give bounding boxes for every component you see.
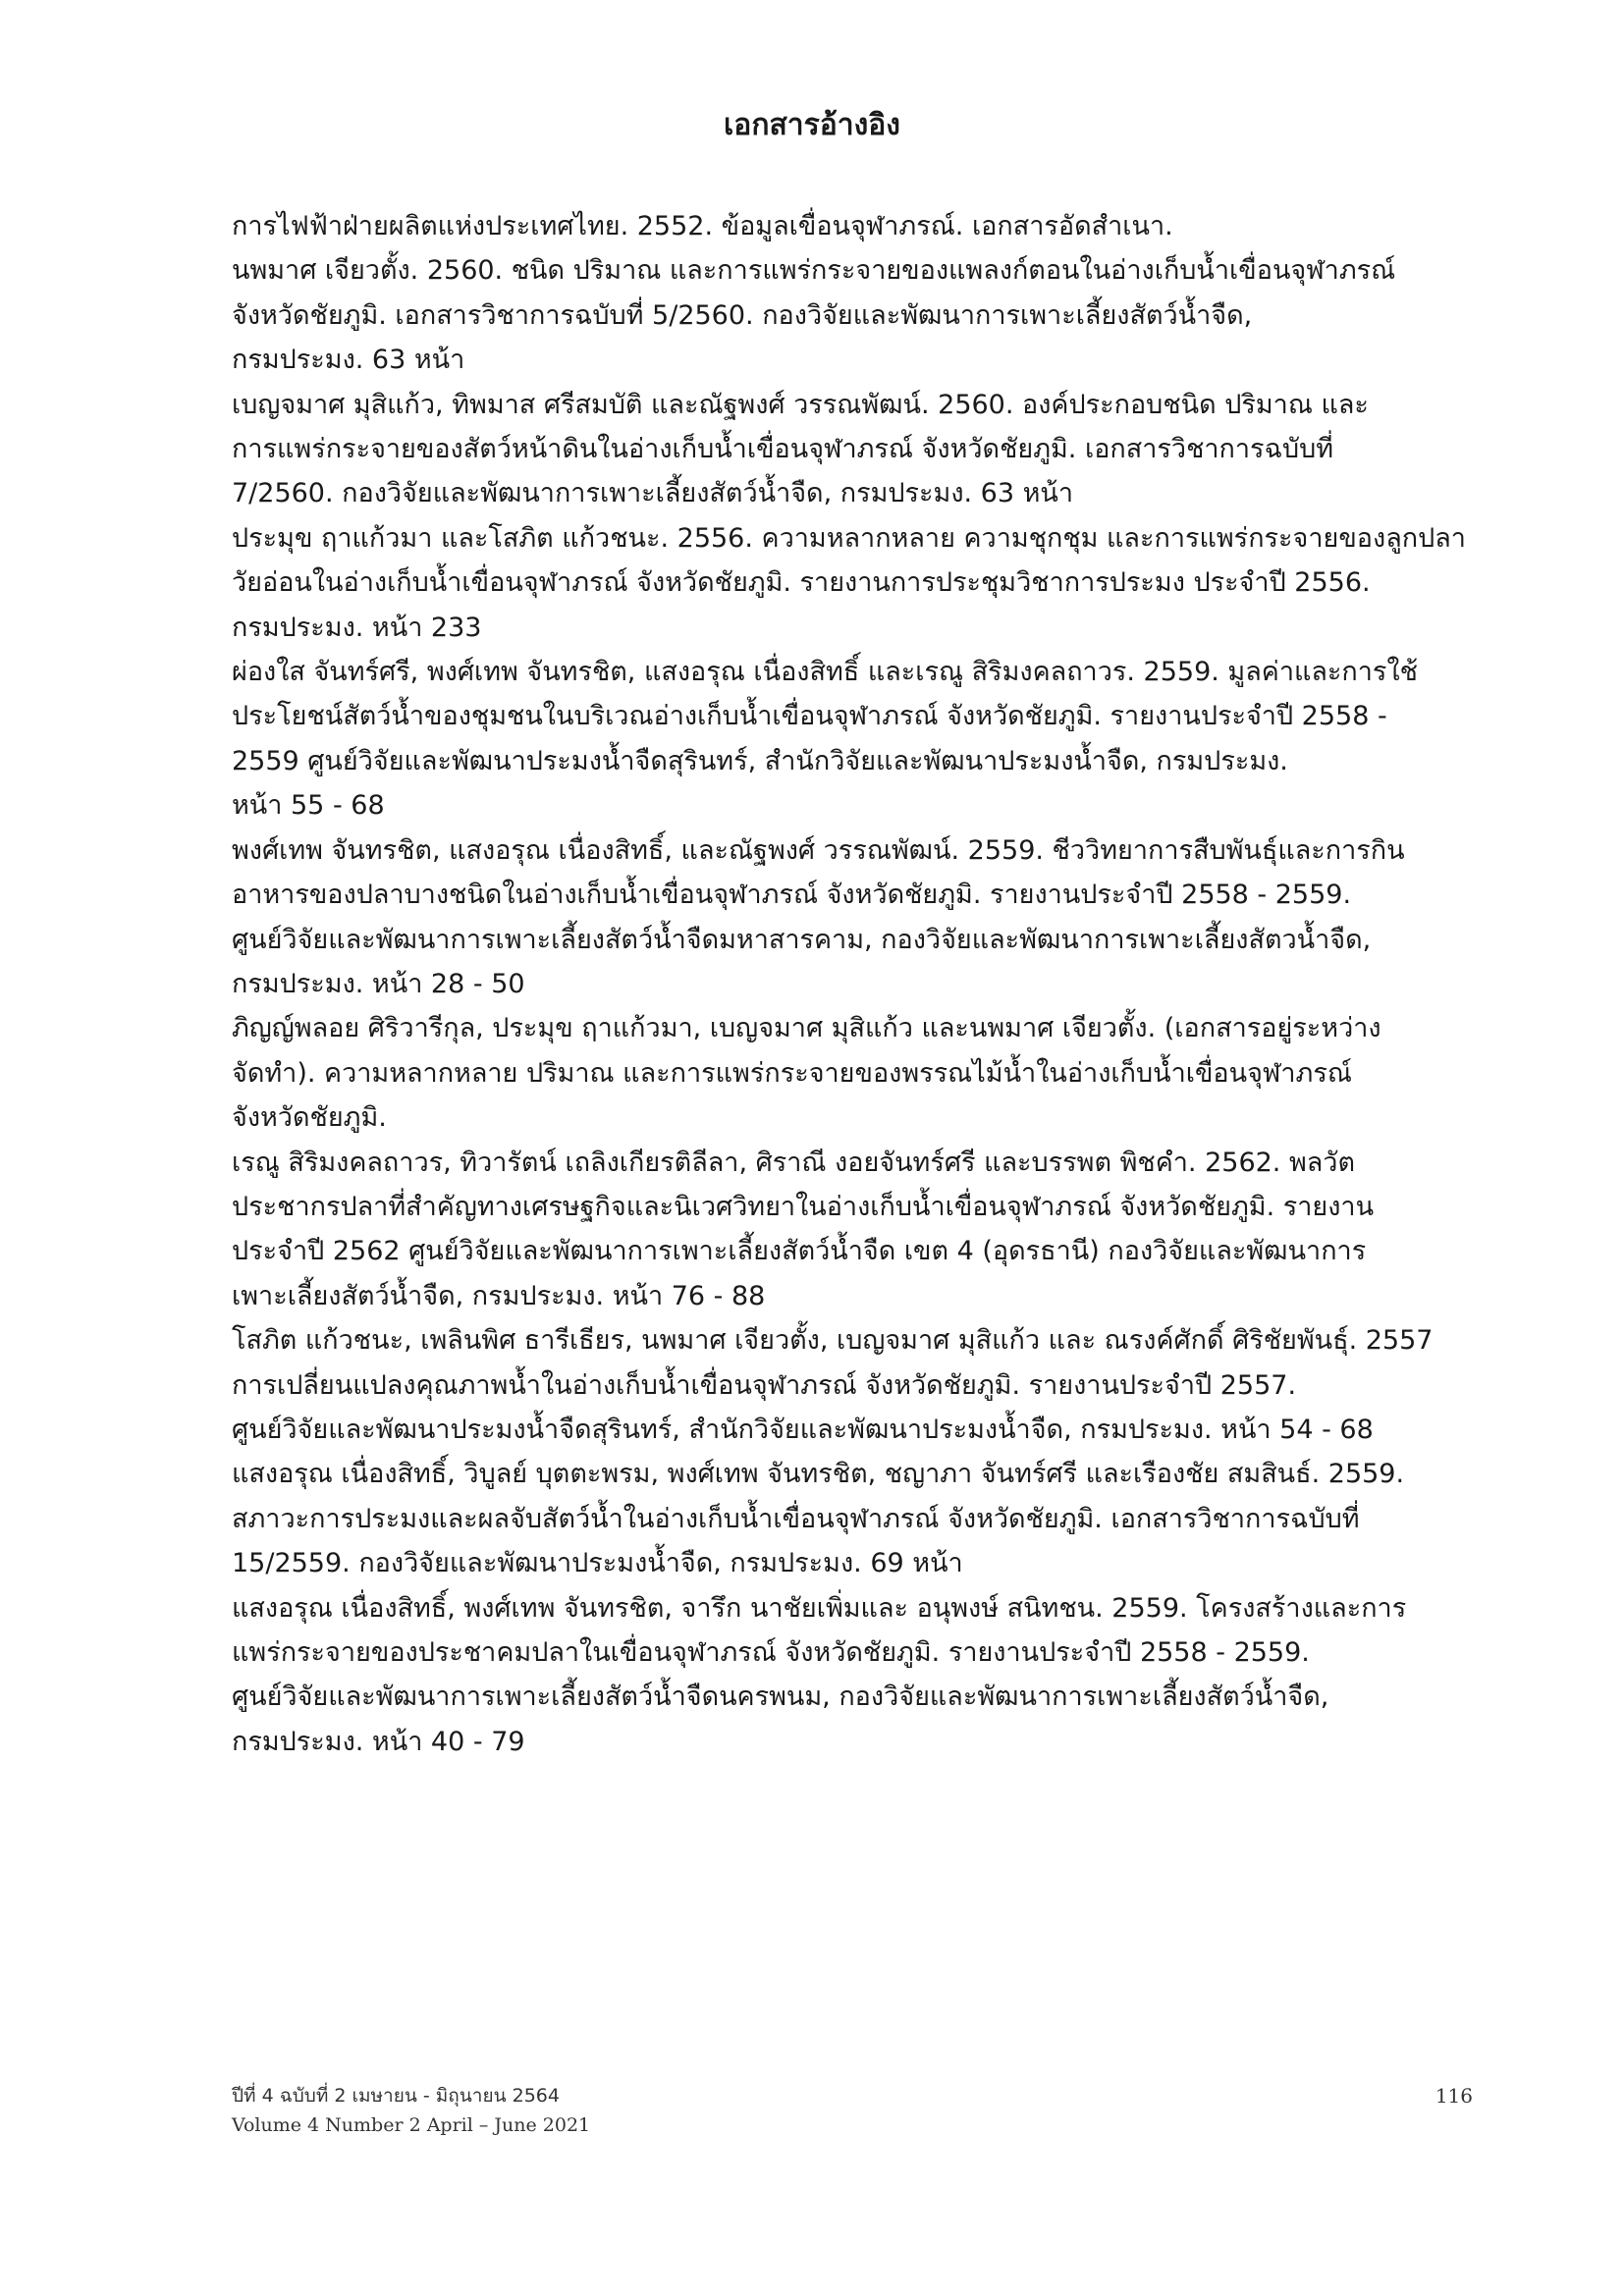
reference-entry — [232, 828, 1469, 1007]
reference-line: ประมุข ฤาแก้วมา และโสภิต แก้วชนะ. 2556. ความหลากหลาย ความชุกชุม และการแพร่กระจายของลูกปลา — [232, 522, 1466, 554]
reference-line: เรณู สิริมงคลถาวร, ทิวารัตน์ เถลิงเกียรติลีลา, ศิราณี งอยจันทร์ศรี และบรรพต พิชคำ. 2562. พลวัต — [232, 1147, 1356, 1178]
reference-line: ผ่องใส จันทร์ศรี, พงศ์เทพ จันทรชิต, แสงอรุณ เนื่องสิทธิ์ และเรณู สิริมงคลถาวร. 2559. มูลค่าและการใช้ — [232, 657, 1418, 688]
reference-entry — [232, 1452, 1469, 1585]
reference-line: กรมประมง. หน้า 233 — [232, 612, 482, 643]
reference-entry — [232, 1586, 1469, 1765]
reference-line: อาหารของปลาบางชนิดในอ่างเก็บน้ำเขื่อนจุฬาภรณ์ จังหวัดชัยภูมิ. รายงานประจำปี 2558 - 2559. — [232, 880, 1352, 911]
reference-line: จัดทำ). ความหลากหลาย ปริมาณ และการแพร่กระจายของพรรณไม้น้ำในอ่างเก็บน้ำเขื่อนจุฬาภรณ์ — [232, 1057, 1352, 1089]
reference-line: 7/2560. กองวิจัยและพัฒนาการเพาะเลี้ยงสัตว์น้ำจืด, กรมประมง. 63 หน้า — [232, 478, 1074, 509]
reference-line: พงศ์เทพ จันทรชิต, แสงอรุณ เนื่องสิทธิ์, และณัฐพงศ์ วรรณพัฒน์. 2559. ชีววิทยาการสืบพันธุ์และการกิน — [232, 834, 1405, 866]
reference-line: ศูนย์วิจัยและพัฒนาการเพาะเลี้ยงสัตว์น้ำจืดนครพนม, กองวิจัยและพัฒนาการเพาะเลี้ยงสัตว์น้ำจืด, — [232, 1682, 1329, 1713]
page-footer — [232, 2081, 1473, 2140]
reference-line: 15/2559. กองวิจัยและพัฒนาประมงน้ำจืด, กรมประมง. 69 หน้า — [232, 1548, 963, 1579]
reference-line: กรมประมง. 63 หน้า — [232, 345, 465, 376]
reference-line: กรมประมง. หน้า 40 - 79 — [232, 1726, 525, 1757]
footer-issue-english: Volume 4 Number 2 April – June 2021 — [232, 2114, 591, 2136]
page-title: เอกสารอ้างอิง — [724, 108, 900, 142]
reference-line: ประชากรปลาที่สำคัญทางเศรษฐกิจและนิเวศวิทยาในอ่างเก็บน้ำเขื่อนจุฬาภรณ์ จังหวัดชัยภูมิ. รายงาน — [232, 1191, 1375, 1222]
reference-line: นพมาศ เจียวตั้ง. 2560. ชนิด ปริมาณ และการแพร่กระจายของแพลงก์ตอนในอ่างเก็บน้ำเขื่อนจุฬาภรณ์ — [232, 255, 1396, 287]
reference-line: กรมประมง. หน้า 28 - 50 — [232, 968, 525, 999]
reference-line: แสงอรุณ เนื่องสิทธิ์, วิบูลย์ บุตตะพรม, พงศ์เทพ จันทรชิต, ชญาภา จันทร์ศรี และเรืองชัย สมสินธ์. 2559. — [232, 1459, 1405, 1490]
reference-entry — [232, 650, 1469, 828]
reference-line: ภิญญ์พลอย ศิริวารีกุล, ประมุข ฤาแก้วมา, เบญจมาศ มุสิแก้ว และนพมาศ เจียวตั้ง. (เอกสารอยู่ระหว่าง — [232, 1013, 1381, 1044]
reference-line: วัยอ่อนในอ่างเก็บน้ำเขื่อนจุฬาภรณ์ จังหวัดชัยภูมิ. รายงานการประชุมวิชาการประมง ประจำปี 2556. — [232, 567, 1371, 599]
reference-line: แพร่กระจายของประชาคมปลาในเขื่อนจุฬาภรณ์ จังหวัดชัยภูมิ. รายงานประจำปี 2558 - 2559. — [232, 1637, 1310, 1668]
reference-line: ประจำปี 2562 ศูนย์วิจัยและพัฒนาการเพาะเลี้ยงสัตว์น้ำจืด เขต 4 (อุดรธานี) กองวิจัยและพัฒนาการ — [232, 1236, 1367, 1267]
reference-entry — [232, 1141, 1469, 1319]
reference-line: จังหวัดชัยภูมิ. — [232, 1102, 387, 1134]
reference-entry — [232, 1006, 1469, 1140]
reference-line: ศูนย์วิจัยและพัฒนาประมงน้ำจืดสุรินทร์, สำนักวิจัยและพัฒนาประมงน้ำจืด, กรมประมง. หน้า 54 - 68 — [232, 1414, 1374, 1445]
reference-entry — [232, 516, 1469, 650]
reference-line: หน้า 55 - 68 — [232, 790, 385, 822]
reference-entry — [232, 1318, 1469, 1452]
reference-entry — [232, 204, 1469, 248]
reference-line: การแพร่กระจายของสัตว์หน้าดินในอ่างเก็บน้ำเขื่อนจุฬาภรณ์ จังหวัดชัยภูมิ. เอกสารวิชาการฉบับที่ — [232, 434, 1334, 465]
reference-line: สภาวะการประมงและผลจับสัตว์น้ำในอ่างเก็บน้ำเขื่อนจุฬาภรณ์ จังหวัดชัยภูมิ. เอกสารวิชาการฉบับที่ — [232, 1503, 1360, 1534]
reference-entry — [232, 248, 1469, 382]
reference-entry — [232, 383, 1469, 516]
reference-list — [232, 204, 1469, 1764]
page-number: 116 — [1435, 2084, 1473, 2108]
reference-line: 2559 ศูนย์วิจัยและพัฒนาประมงน้ำจืดสุรินทร์, สำนักวิจัยและพัฒนาประมงน้ำจืด, กรมประมง. — [232, 745, 1288, 776]
reference-line: ประโยชน์สัตว์น้ำของชุมชนในบริเวณอ่างเก็บน้ำเขื่อนจุฬาภรณ์ จังหวัดชัยภูมิ. รายงานประจำปี 2558 - — [232, 701, 1387, 732]
reference-line: แสงอรุณ เนื่องสิทธิ์, พงศ์เทพ จันทรชิต, จารึก นาชัยเพิ่มและ อนุพงษ์ สนิทชน. 2559. โครงสร้างและการ — [232, 1592, 1407, 1624]
reference-line: เบญจมาศ มุสิแก้ว, ทิพมาส ศรีสมบัติ และณัฐพงศ์ วรรณพัฒน์. 2560. องค์ประกอบชนิด ปริมาณ และ — [232, 389, 1369, 420]
reference-line: การไฟฟ้าฝ่ายผลิตแห่งประเทศไทย. 2552. ข้อมูลเขื่อนจุฬาภรณ์. เอกสารอัดสำเนา. — [232, 211, 1173, 241]
reference-line: การเปลี่ยนแปลงคุณภาพน้ำในอ่างเก็บน้ำเขื่อนจุฬาภรณ์ จังหวัดชัยภูมิ. รายงานประจำปี 2557. — [232, 1369, 1297, 1401]
reference-line: โสภิต แก้วชนะ, เพลินพิศ ธารีเธียร, นพมาศ เจียวตั้ง, เบญจมาศ มุสิแก้ว และ ณรงค์ศักดิ์ ศิริชัยพันธุ์. 2557 — [232, 1325, 1434, 1357]
reference-line: จังหวัดชัยภูมิ. เอกสารวิชาการฉบับที่ 5/2560. กองวิจัยและพัฒนาการเพาะเลี้ยงสัตว์น้ำจืด, — [232, 299, 1253, 331]
reference-line: เพาะเลี้ยงสัตว์น้ำจืด, กรมประมง. หน้า 76 - 88 — [232, 1280, 766, 1311]
footer-issue-thai: ปีที่ 4 ฉบับที่ 2 เมษายน - มิถุนายน 2564 — [232, 2085, 560, 2107]
reference-line: ศูนย์วิจัยและพัฒนาการเพาะเลี้ยงสัตว์น้ำจืดมหาสารคาม, กองวิจัยและพัฒนาการเพาะเลี้ยงสัตวน้ำจืด, — [232, 924, 1372, 955]
